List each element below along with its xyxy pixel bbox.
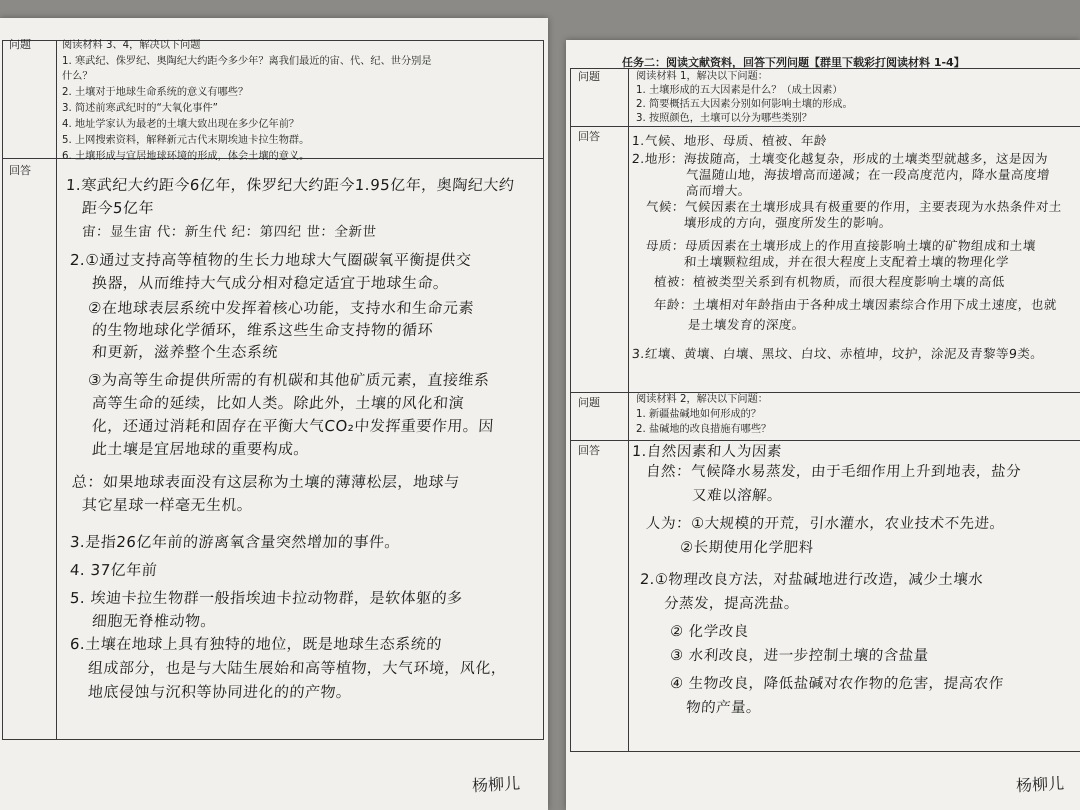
- question-line: 2. 盐碱地的改良措施有哪些？: [636, 424, 772, 435]
- answer-line: 高等生命的延续，比如人类。除此外，土壤的风化和演: [91, 394, 465, 412]
- answer-line: 其它星球一样毫无生机。: [81, 496, 254, 514]
- question-line: 阅读材料 2，解决以下问题：: [636, 394, 768, 405]
- answer-line: ② 化学改良: [669, 624, 750, 640]
- answer-line: 人为：①大规模的开荒，引水灌水，农业技术不先进。: [645, 516, 1006, 532]
- left-signature: 杨柳儿: [471, 773, 521, 796]
- answer-line: 2.①物理改良方法，对盐碱地进行改造，减少土壤水: [639, 572, 984, 588]
- question-line: 1. 寒武纪、侏罗纪、奥陶纪大约距今多少年？离我们最近的宙、代、纪、世分别是: [62, 56, 432, 67]
- answer-line: 自然：气候降水易蒸发，由于毛细作用上升到地表，盐分: [645, 464, 1022, 480]
- question-line: 阅读材料 3、4，解决以下问题: [62, 40, 201, 51]
- question-line: 2. 土壤对于地球生命系统的意义有哪些？: [62, 87, 249, 98]
- answer-line: 宙：显生宙 代：新生代 纪：第四纪 世：全新世: [81, 224, 377, 240]
- answer-line: 2.①通过支持高等植物的生长力地球大气圈碳氧平衡提供交: [69, 251, 472, 269]
- left-worksheet: [0, 18, 548, 810]
- answer-line: ②在地球表层系统中发挥着核心功能，支持水和生命元素: [87, 299, 475, 317]
- left-column-divider: [56, 40, 57, 740]
- answer-line: 壤形成的方向，强度所发生的影响。: [683, 215, 893, 230]
- answer-line: 的生物地球化学循环，维系这些生命支持物的循环: [91, 321, 434, 339]
- left-answer-label: 回答: [9, 164, 31, 177]
- answer-line: 组成部分，也是与大陆生展始和高等植物，大气环境，风化，: [87, 659, 508, 677]
- q2-label: 问题: [578, 396, 600, 409]
- question-line: 2. 简要概括五大因素分别如何影响土壤的形成。: [636, 99, 853, 110]
- answer-line: 5. 埃迪卡拉生物群一般指埃迪卡拉动物群，是软体躯的多: [69, 589, 464, 607]
- answer-line: 3.红壤、黄壤、白壤、黑坟、白坟、赤植坤，坟护，涂泥及青黎等9类。: [631, 346, 1044, 361]
- answer-line: ④ 生物改良，降低盐碱对农作物的危害，提高农作: [669, 676, 1005, 692]
- answer-line: 母质：母质因素在土壤形成上的作用直接影响土壤的矿物组成和土壤: [645, 238, 1037, 253]
- answer-line: 植被：植被类型关系到有机物质，而很大程度影响土壤的高低: [653, 274, 1006, 289]
- answer-line: 气候：气候因素在土壤形成具有极重要的作用，主要表现为水热条件对土: [645, 199, 1063, 214]
- question-line: 3. 简述前寒武纪时的“大氧化事件”: [62, 103, 218, 114]
- right-column-divider: [628, 68, 629, 752]
- answer-line: 1.气候、地形、母质、植被、年龄: [631, 133, 828, 148]
- answer-line: ③为高等生命提供所需的有机碳和其他矿质元素，直接维系: [87, 371, 491, 389]
- answer-line: ③ 水利改良，进一步控制土壤的含盐量: [669, 648, 930, 664]
- answer-line: 高而增大。: [685, 183, 752, 198]
- answer-line: 距今5亿年: [81, 199, 155, 217]
- question-line: 6. 土壤形成与宜居地球环境的形成，体会土壤的意义。: [62, 151, 310, 162]
- answer-line: 4. 37亿年前: [69, 561, 158, 579]
- answer-line: 细胞无脊椎动物。: [91, 612, 217, 630]
- question-line: 4. 地址学家认为最老的土壤大致出现在多少亿年前？: [62, 119, 300, 130]
- right-row-divider: [570, 126, 1080, 127]
- answer-line: 此土壤是宜居地球的重要构成。: [91, 440, 310, 458]
- answer-line: 和更新，滋养整个生态系统: [91, 343, 279, 361]
- right-signature: 杨柳儿: [1015, 773, 1065, 796]
- answer-line: 1.寒武纪大约距今6亿年，侏罗纪大约距今1.95亿年，奥陶纪大约: [65, 176, 515, 194]
- answer-line: ②长期使用化学肥料: [679, 540, 815, 556]
- answer-line: 总：如果地球表面没有这层称为土壤的薄薄松层，地球与: [71, 473, 461, 491]
- answer-line: 换器，从而维持大气成分相对稳定适宜于地球生命。: [91, 274, 450, 292]
- question-line: 5. 上网搜索资料，解释新元古代末期埃迪卡拉生物群。: [62, 135, 310, 146]
- left-question-label: 问题: [9, 38, 31, 51]
- answer-line: 气温随山地，海拔增高而递减；在一段高度范内，降水量高度增: [685, 167, 1051, 182]
- answer-line: 化，还通过消耗和固存在平衡大气CO₂中发挥重要作用。因: [91, 417, 495, 435]
- question-line: 1. 土壤形成的五大因素是什么？（成土因素）: [636, 85, 843, 96]
- task-title: 任务二：阅读文献资料，回答下列问题【群里下载彩打阅读材料 1-4】: [622, 56, 965, 69]
- answer-line: 1.自然因素和人为因素: [631, 444, 783, 460]
- answer-line: 3.是指26亿年前的游离氧含量突然增加的事件。: [69, 533, 401, 551]
- answer-line: 6.土壤在地球上具有独特的地位，既是地球生态系统的: [69, 635, 443, 653]
- answer-line: 物的产量。: [685, 700, 762, 716]
- question-line: 3. 按照颜色，土壤可以分为哪些类别？: [636, 113, 812, 124]
- a2-label: 回答: [578, 444, 600, 457]
- answer-line: 年龄：土壤相对年龄指由于各种成土壤因素综合作用下成土速度，也就: [653, 297, 1058, 312]
- right-worksheet: [566, 40, 1080, 810]
- answer-line: 又难以溶解。: [691, 488, 783, 504]
- q1-label: 问题: [578, 70, 600, 83]
- answer-line: 分蒸发，提高洗盐。: [663, 596, 800, 612]
- answer-line: 和土壤颗粒组成，并在很大程度上支配着土壤的物理化学: [683, 254, 1010, 269]
- question-line: 什么？: [62, 71, 93, 82]
- answer-line: 地底侵蚀与沉积等协同进化的的产物。: [87, 683, 353, 701]
- right-row-divider: [570, 440, 1080, 441]
- question-line: 阅读材料 1，解决以下问题：: [636, 71, 768, 82]
- a1-label: 回答: [578, 130, 600, 143]
- question-line: 1. 新疆盐碱地如何形成的？: [636, 409, 762, 420]
- answer-line: 是土壤发育的深度。: [687, 317, 806, 332]
- answer-line: 2.地形：海拔随高，土壤变化越复杂，形成的土壤类型就越多，这是因为: [631, 151, 1049, 166]
